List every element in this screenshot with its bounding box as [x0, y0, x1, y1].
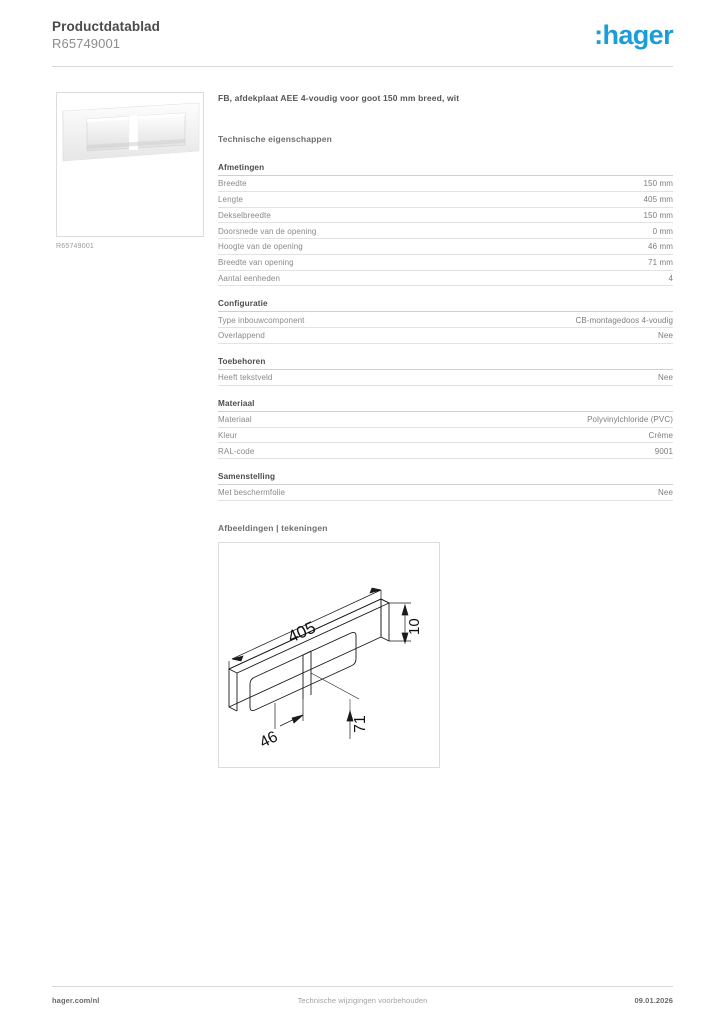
spec-row — [218, 255, 673, 271]
spec-label: Breedte — [218, 179, 247, 189]
product-cover-plate-illustration — [61, 99, 201, 167]
spec-row — [218, 428, 673, 444]
technical-properties-heading: Technische eigenschappen — [218, 134, 332, 144]
footer-divider — [52, 986, 673, 987]
spec-row — [218, 312, 673, 328]
page-header — [52, 18, 673, 66]
product-name: FB, afdekplaat AEE 4-voudig voor goot 150 mm breed, wit — [218, 93, 460, 103]
spec-row — [218, 485, 673, 501]
spec-label: Hoogte van de opening — [218, 242, 303, 252]
spec-value: CB-montagedoos 4-voudig — [575, 315, 673, 325]
spec-label: Heeft tekstveld — [218, 373, 273, 383]
spec-row — [218, 412, 673, 428]
spec-row — [218, 208, 673, 224]
spec-value: Nee — [658, 373, 673, 383]
spec-label: Lengte — [218, 194, 244, 204]
footer-website[interactable]: hager.com/nl — [52, 996, 100, 1005]
spec-label: Met beschermfolie — [218, 488, 286, 498]
spec-value: 46 mm — [648, 242, 673, 252]
spec-row — [218, 328, 673, 344]
spec-value: 0 mm — [652, 226, 673, 236]
spec-value: 9001 — [654, 446, 673, 456]
spec-row — [218, 239, 673, 255]
spec-label: Doorsnede van de opening — [218, 226, 317, 236]
spec-value: Nee — [658, 331, 673, 341]
spec-section-title: Configuratie — [218, 299, 673, 312]
spec-value: Nee — [658, 488, 673, 498]
spec-row — [218, 443, 673, 459]
spec-section-title: Materiaal — [218, 399, 673, 412]
spec-value: Crème — [648, 430, 673, 440]
spec-row — [218, 370, 673, 386]
spec-label: Type inbouwcomponent — [218, 315, 305, 325]
spec-section-title: Afmetingen — [218, 163, 673, 176]
spec-row — [218, 223, 673, 239]
dimension-label-length: 405 — [284, 617, 319, 647]
spec-value: Polyvinylchloride (PVC) — [587, 415, 673, 424]
dimension-label-opening-height: 46 — [257, 728, 281, 752]
spec-label: RAL-code — [218, 446, 255, 456]
spec-value: 71 mm — [648, 258, 673, 268]
spec-value: 150 mm — [643, 179, 673, 189]
spec-row — [218, 271, 673, 287]
spec-section — [218, 163, 673, 286]
spec-section — [218, 399, 673, 459]
spec-section — [218, 299, 673, 344]
spec-label: Materiaal — [218, 415, 252, 424]
footer-disclaimer: Technische wijzigingen voorbehouden — [297, 996, 428, 1005]
page-footer — [52, 996, 673, 1010]
spec-value: 150 mm — [643, 210, 673, 220]
spec-value: 405 mm — [643, 194, 673, 204]
product-image — [56, 92, 204, 237]
spec-section — [218, 472, 673, 501]
main-content — [218, 92, 673, 768]
spec-section-title: Samenstelling — [218, 472, 673, 485]
dimension-label-height: 10 — [406, 618, 423, 635]
technical-drawing-svg — [219, 543, 439, 767]
hager-logo: :hager — [594, 20, 673, 50]
spec-row — [218, 192, 673, 208]
article-number: R65749001 — [52, 36, 121, 51]
footer-date: 09.01.2026 — [634, 996, 673, 1005]
spec-section-title: Toebehoren — [218, 357, 673, 370]
spec-label: Breedte van opening — [218, 258, 294, 268]
spec-label: Aantal eenheden — [218, 273, 280, 283]
product-image-caption: R65749001 — [56, 243, 94, 250]
header-divider — [52, 66, 673, 67]
technical-drawing — [218, 542, 440, 768]
drawings-heading: Afbeeldingen | tekeningen — [218, 522, 328, 533]
spec-label: Dekselbreedte — [218, 210, 271, 220]
spec-section — [218, 357, 673, 386]
spec-row — [218, 176, 673, 192]
dimension-label-opening-width: 71 — [352, 715, 369, 733]
spec-label: Kleur — [218, 430, 238, 440]
spec-value: 4 — [668, 273, 673, 283]
spec-label: Overlappend — [218, 331, 265, 341]
page-title: Productdatablad — [52, 19, 161, 34]
spec-sections — [218, 163, 673, 501]
